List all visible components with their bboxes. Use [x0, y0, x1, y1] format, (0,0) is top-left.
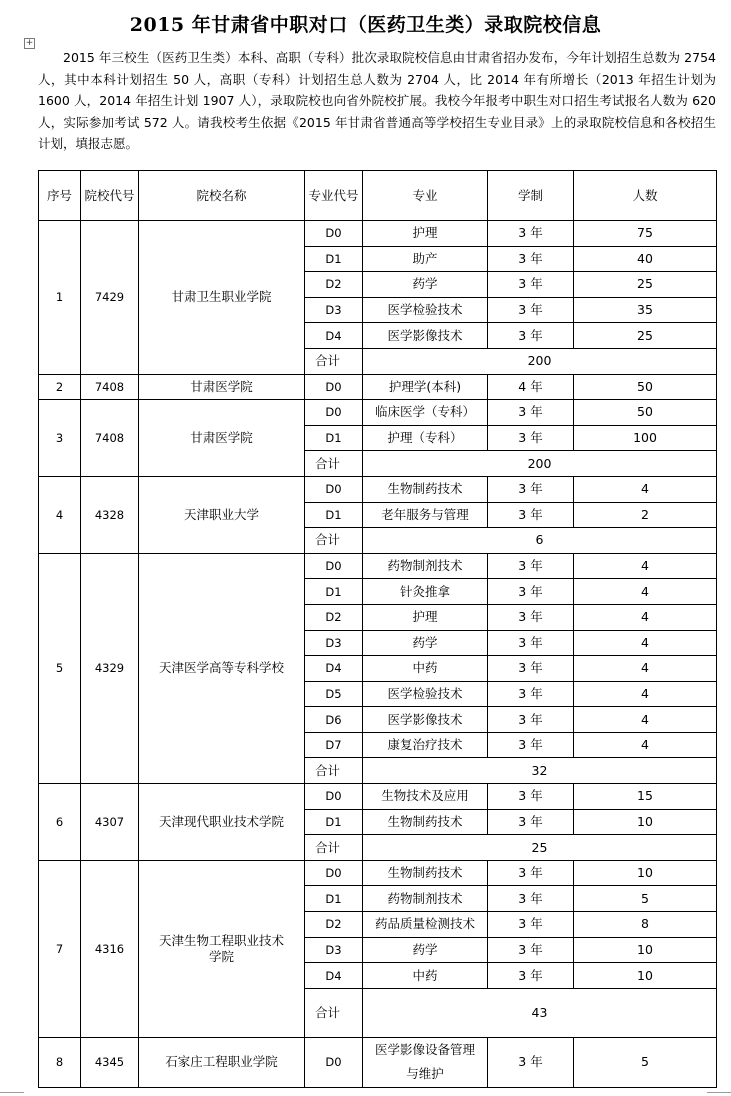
duration: 3 年	[488, 963, 574, 989]
duration: 3 年	[488, 707, 574, 733]
major-code: D0	[305, 553, 363, 579]
admission-table	[38, 170, 717, 1088]
enrollment-count: 4	[574, 630, 717, 656]
school-name: 天津生物工程职业技术学院	[139, 860, 305, 1037]
school-seq: 5	[39, 553, 81, 783]
school-name: 天津现代职业技术学院	[139, 784, 305, 861]
header-count: 人数	[574, 171, 717, 221]
enrollment-count: 10	[574, 937, 717, 963]
school-code: 4307	[81, 784, 139, 861]
major-code: D6	[305, 707, 363, 733]
enrollment-count: 4	[574, 707, 717, 733]
enrollment-count: 8	[574, 912, 717, 938]
duration: 3 年	[488, 937, 574, 963]
school-code: 7408	[81, 400, 139, 477]
table-row	[39, 221, 717, 247]
major-code: D1	[305, 502, 363, 528]
intro-text: 2015 年三校生（医药卫生类）本科、高职（专科）批次录取院校信息由甘肃省招办发布，今年计划招生总数为 2754 人，其中本科计划招生 50 人，高职（专科）计划招生总人数为 2704 人，比 2014 年有所增长（2013 年招生计划为 1600 人，2014 年招生计划 1907 人），录取院校也向省外院校扩展。我校今年报考中职生对口招生考试报名人数为 620 人，实际参加考试 572 人。请我校考生依据《2015 年甘肃省普通高等学校招生专业目录》上的录取院校信息和各校招生计划，填报志愿。	[38, 50, 716, 151]
major-name: 药学	[363, 630, 488, 656]
major-code: D4	[305, 323, 363, 349]
enrollment-count: 4	[574, 579, 717, 605]
school-code: 7429	[81, 221, 139, 375]
major-name: 医学影像技术	[363, 323, 488, 349]
duration: 3 年	[488, 246, 574, 272]
major-name: 康复治疗技术	[363, 732, 488, 758]
major-code: D1	[305, 579, 363, 605]
major-name: 中药	[363, 963, 488, 989]
school-name: 甘肃医学院	[139, 400, 305, 477]
duration: 3 年	[488, 579, 574, 605]
duration: 3 年	[488, 221, 574, 247]
major-code: D7	[305, 732, 363, 758]
total-label: 合计	[305, 528, 363, 554]
total-label: 合计	[305, 835, 363, 861]
total-value: 25	[363, 835, 717, 861]
total-label: 合计	[305, 451, 363, 477]
enrollment-count: 75	[574, 221, 717, 247]
duration: 3 年	[488, 272, 574, 298]
total-value: 6	[363, 528, 717, 554]
major-code: D0	[305, 374, 363, 400]
page-corner-mark-left	[0, 1092, 24, 1096]
duration: 3 年	[488, 502, 574, 528]
duration: 4 年	[488, 374, 574, 400]
major-name: 药品质量检测技术	[363, 912, 488, 938]
major-name: 中药	[363, 656, 488, 682]
table-row	[39, 860, 717, 886]
duration: 3 年	[488, 476, 574, 502]
school-name: 天津医学高等专科学校	[139, 553, 305, 783]
header-major: 专业	[363, 171, 488, 221]
header-major-code: 专业代号	[305, 171, 363, 221]
major-code: D4	[305, 656, 363, 682]
school-name: 甘肃卫生职业学院	[139, 221, 305, 375]
enrollment-count: 40	[574, 246, 717, 272]
school-name: 石家庄工程职业学院	[139, 1037, 305, 1087]
major-name: 生物制药技术	[363, 809, 488, 835]
total-label: 合计	[305, 348, 363, 374]
total-value: 32	[363, 758, 717, 784]
table-move-handle-icon[interactable]: +	[25, 38, 34, 48]
enrollment-count: 10	[574, 963, 717, 989]
duration: 3 年	[488, 553, 574, 579]
school-code: 4329	[81, 553, 139, 783]
major-code: D0	[305, 476, 363, 502]
major-code: D2	[305, 272, 363, 298]
major-code: D1	[305, 425, 363, 451]
enrollment-count: 50	[574, 374, 717, 400]
enrollment-count: 4	[574, 553, 717, 579]
page-corner-mark-right	[707, 1092, 731, 1096]
major-code: D3	[305, 937, 363, 963]
school-seq: 1	[39, 221, 81, 375]
major-code: D2	[305, 604, 363, 630]
major-code: D3	[305, 297, 363, 323]
table-row	[39, 553, 717, 579]
major-name: 药学	[363, 272, 488, 298]
enrollment-count: 4	[574, 656, 717, 682]
major-name: 护理	[363, 604, 488, 630]
duration: 3 年	[488, 784, 574, 810]
table-row	[39, 476, 717, 502]
school-code: 4345	[81, 1037, 139, 1087]
major-name: 医学影像技术	[363, 707, 488, 733]
school-code: 4328	[81, 476, 139, 553]
total-label: 合计	[305, 988, 363, 1037]
major-code: D2	[305, 912, 363, 938]
header-duration: 学制	[488, 171, 574, 221]
enrollment-count: 10	[574, 809, 717, 835]
school-name: 天津职业大学	[139, 476, 305, 553]
duration: 3 年	[488, 681, 574, 707]
major-name: 医学检验技术	[363, 297, 488, 323]
header-school-name: 院校名称	[139, 171, 305, 221]
enrollment-count: 4	[574, 732, 717, 758]
duration: 3 年	[488, 630, 574, 656]
header-school-code: 院校代号	[81, 171, 139, 221]
major-name: 生物技术及应用	[363, 784, 488, 810]
duration: 3 年	[488, 1037, 574, 1087]
school-seq: 2	[39, 374, 81, 400]
school-code: 7408	[81, 374, 139, 400]
enrollment-count: 10	[574, 860, 717, 886]
duration: 3 年	[488, 425, 574, 451]
major-name: 护理（专科）	[363, 425, 488, 451]
enrollment-count: 4	[574, 604, 717, 630]
enrollment-count: 100	[574, 425, 717, 451]
major-code: D1	[305, 809, 363, 835]
major-name: 临床医学（专科）	[363, 400, 488, 426]
duration: 3 年	[488, 604, 574, 630]
table-row	[39, 1037, 717, 1087]
major-name: 生物制药技术	[363, 860, 488, 886]
school-code: 4316	[81, 860, 139, 1037]
enrollment-count: 4	[574, 681, 717, 707]
major-name: 医学影像设备管理与维护	[363, 1037, 488, 1087]
major-name: 药物制剂技术	[363, 553, 488, 579]
header-seq: 序号	[39, 171, 81, 221]
enrollment-count: 25	[574, 272, 717, 298]
major-name: 护理	[363, 221, 488, 247]
major-name: 护理学(本科)	[363, 374, 488, 400]
enrollment-count: 15	[574, 784, 717, 810]
major-code: D1	[305, 246, 363, 272]
enrollment-count: 2	[574, 502, 717, 528]
major-code: D0	[305, 784, 363, 810]
school-seq: 4	[39, 476, 81, 553]
duration: 3 年	[488, 656, 574, 682]
major-name: 生物制药技术	[363, 476, 488, 502]
major-code: D4	[305, 963, 363, 989]
intro-paragraph	[38, 47, 716, 155]
school-seq: 8	[39, 1037, 81, 1087]
major-code: D0	[305, 221, 363, 247]
total-value: 200	[363, 451, 717, 477]
major-name: 药物制剂技术	[363, 886, 488, 912]
major-code: D0	[305, 400, 363, 426]
major-code: D0	[305, 860, 363, 886]
major-name: 老年服务与管理	[363, 502, 488, 528]
duration: 3 年	[488, 912, 574, 938]
duration: 3 年	[488, 860, 574, 886]
major-code: D0	[305, 1037, 363, 1087]
major-code: D5	[305, 681, 363, 707]
table-row	[39, 784, 717, 810]
total-label: 合计	[305, 758, 363, 784]
duration: 3 年	[488, 297, 574, 323]
major-name: 药学	[363, 937, 488, 963]
major-name: 针灸推拿	[363, 579, 488, 605]
duration: 3 年	[488, 732, 574, 758]
table-row	[39, 374, 717, 400]
major-code: D3	[305, 630, 363, 656]
duration: 3 年	[488, 809, 574, 835]
enrollment-count: 5	[574, 1037, 717, 1087]
major-name: 助产	[363, 246, 488, 272]
major-name: 医学检验技术	[363, 681, 488, 707]
school-seq: 6	[39, 784, 81, 861]
major-code: D1	[305, 886, 363, 912]
duration: 3 年	[488, 886, 574, 912]
school-seq: 3	[39, 400, 81, 477]
total-value: 200	[363, 348, 717, 374]
document-title: 2015 年甘肃省中职对口（医药卫生类）录取院校信息	[129, 14, 602, 36]
duration: 3 年	[488, 400, 574, 426]
enrollment-count: 25	[574, 323, 717, 349]
school-name: 甘肃医学院	[139, 374, 305, 400]
enrollment-count: 35	[574, 297, 717, 323]
enrollment-count: 5	[574, 886, 717, 912]
enrollment-count: 4	[574, 476, 717, 502]
table-row	[39, 400, 717, 426]
enrollment-count: 50	[574, 400, 717, 426]
duration: 3 年	[488, 323, 574, 349]
table-header-row	[39, 171, 717, 221]
total-value: 43	[363, 988, 717, 1037]
school-seq: 7	[39, 860, 81, 1037]
